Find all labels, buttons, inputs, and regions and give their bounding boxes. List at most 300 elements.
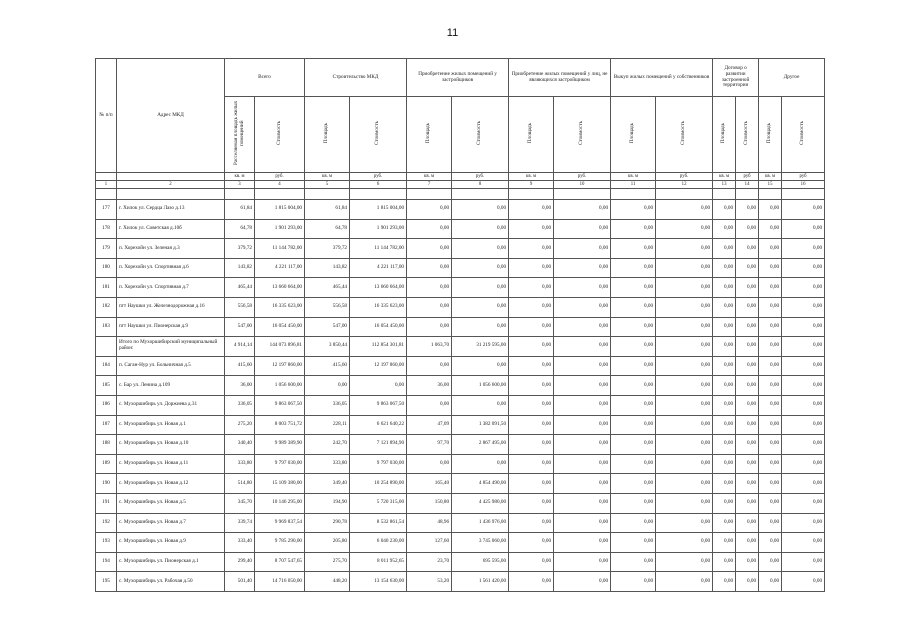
value-cell: 0,00 [713, 572, 736, 592]
value-cell: 13 154 630,00 [350, 572, 407, 592]
value-cell: 501,40 [225, 572, 255, 592]
spacer-row [96, 189, 825, 200]
unit: кв. м [713, 173, 736, 181]
value-cell: 1 815 004,00 [255, 200, 305, 220]
value-cell: 144 073 896,81 [255, 337, 305, 357]
value-cell: 8 003 751,72 [255, 415, 305, 435]
table-row [96, 200, 825, 220]
column-number: 15 [759, 181, 782, 189]
header-area: Площадь [713, 97, 736, 173]
value-cell: 0,00 [452, 454, 509, 474]
value-cell: 0,00 [656, 474, 713, 494]
value-cell: 333,80 [225, 454, 255, 474]
value-cell: 345,70 [225, 493, 255, 513]
value-cell: 143,82 [305, 258, 350, 278]
value-cell: 0,00 [713, 317, 736, 337]
value-cell: 0,00 [509, 533, 554, 553]
value-cell: 556,58 [305, 297, 350, 317]
value-cell: 0,00 [407, 200, 452, 220]
value-cell: 0,00 [611, 533, 656, 553]
value-cell: 0,00 [407, 454, 452, 474]
column-number: 9 [509, 181, 554, 189]
header-total-area: Расселяемая площадь жилых помещений [225, 97, 255, 173]
table-row [96, 454, 825, 474]
column-number: 3 [225, 181, 255, 189]
address-cell: п. Хорехойн ул. Зеленая д.3 [117, 239, 225, 259]
column-number: 4 [255, 181, 305, 189]
address-cell: с. Мухоршибирь ул. Новая д.12 [117, 474, 225, 494]
value-cell: 10 254 890,00 [350, 474, 407, 494]
value-cell: 64,78 [225, 219, 255, 239]
value-cell: 2 867 495,00 [452, 435, 509, 455]
value-cell: 0,00 [554, 317, 611, 337]
value-cell: 10 146 295,00 [255, 493, 305, 513]
value-cell: 0,00 [407, 278, 452, 298]
value-cell: 16 335 623,00 [350, 297, 407, 317]
page-number: 11 [446, 27, 459, 39]
value-cell: 36,00 [225, 376, 255, 396]
value-cell: 0,00 [554, 297, 611, 317]
value-cell: 0,00 [452, 239, 509, 259]
value-cell: 0,00 [736, 454, 759, 474]
value-cell: 0,00 [656, 493, 713, 513]
value-cell: 0,00 [509, 513, 554, 533]
row-number: 193 [96, 533, 117, 553]
value-cell: 0,00 [759, 395, 782, 415]
column-number: 5 [305, 181, 350, 189]
value-cell: 97,70 [407, 435, 452, 455]
value-cell: 0,00 [452, 395, 509, 415]
value-cell: 64,78 [305, 219, 350, 239]
value-cell: 0,00 [452, 317, 509, 337]
value-cell: 16 335 623,00 [255, 297, 305, 317]
value-cell: 143,82 [225, 258, 255, 278]
value-cell: 11 144 782,00 [350, 239, 407, 259]
header-cost: Стоимость [554, 97, 611, 173]
value-cell: 415,60 [225, 356, 255, 376]
value-cell: 547,00 [305, 317, 350, 337]
value-cell: 448,20 [305, 572, 350, 592]
value-cell: 0,00 [736, 317, 759, 337]
value-cell: 0,00 [736, 297, 759, 317]
value-cell: 340,40 [225, 435, 255, 455]
value-cell: 0,00 [782, 513, 825, 533]
value-cell: 0,00 [611, 513, 656, 533]
value-cell: 0,00 [509, 317, 554, 337]
value-cell: 0,00 [554, 278, 611, 298]
value-cell: 9 863 067,50 [255, 395, 305, 415]
value-cell: 0,00 [782, 572, 825, 592]
value-cell: 0,00 [713, 474, 736, 494]
value-cell: 0,00 [713, 435, 736, 455]
column-number: 7 [407, 181, 452, 189]
value-cell: 0,00 [713, 493, 736, 513]
value-cell: 0,00 [554, 493, 611, 513]
table-row [96, 513, 825, 533]
row-number: 190 [96, 474, 117, 494]
value-cell: 0,00 [554, 219, 611, 239]
row-number: 183 [96, 317, 117, 337]
value-cell: 16 054 450,00 [255, 317, 305, 337]
address-cell: г. Хилок ул. Советская д.10б [117, 219, 225, 239]
unit: руб. [554, 173, 611, 181]
value-cell: 7 121 894,90 [350, 435, 407, 455]
value-cell: 4 221 117,00 [350, 258, 407, 278]
value-cell: 23,70 [407, 552, 452, 572]
value-cell: 556,58 [225, 297, 255, 317]
value-cell: 8 011 952,65 [350, 552, 407, 572]
value-cell: 0,00 [713, 533, 736, 553]
header-group-dev: Приобретение жилых помещений у застройщиков [407, 59, 509, 97]
value-cell: 0,00 [611, 239, 656, 259]
value-cell: 0,00 [713, 415, 736, 435]
address-cell: с. Мухоршибирь ул. Пионерская д.1 [117, 552, 225, 572]
header-cost: Стоимость [656, 97, 713, 173]
value-cell: 0,00 [713, 552, 736, 572]
value-cell: 0,00 [656, 376, 713, 396]
unit: кв. м [305, 173, 350, 181]
column-number: 13 [713, 181, 736, 189]
value-cell: 9 797 030,00 [255, 454, 305, 474]
value-cell: 0,00 [736, 337, 759, 357]
value-cell: 0,00 [782, 258, 825, 278]
value-cell: 0,00 [509, 552, 554, 572]
value-cell: 165,40 [407, 474, 452, 494]
table-row [96, 435, 825, 455]
value-cell: 0,00 [656, 415, 713, 435]
value-cell: 0,00 [611, 219, 656, 239]
value-cell: 150,80 [407, 493, 452, 513]
header-group-buyout: Выкуп жилых помещений у собственников [611, 59, 713, 97]
value-cell: 0,00 [656, 239, 713, 259]
row-number: 188 [96, 435, 117, 455]
value-cell: 0,00 [713, 258, 736, 278]
table-row [96, 474, 825, 494]
table-row [96, 572, 825, 592]
value-cell: 0,00 [782, 533, 825, 553]
value-cell: 1 561 420,00 [452, 572, 509, 592]
value-cell: 0,00 [554, 337, 611, 357]
header-group-nondev: Приобретение жилых помещений у лиц, не являющихся застройщиком [509, 59, 611, 97]
header-address: Адрес МКД [117, 59, 225, 173]
value-cell: 13 660 664,00 [255, 278, 305, 298]
row-number: 178 [96, 219, 117, 239]
value-cell: 242,70 [305, 435, 350, 455]
value-cell: 547,00 [225, 317, 255, 337]
value-cell: 0,00 [554, 239, 611, 259]
value-cell: 11 144 782,00 [255, 239, 305, 259]
value-cell: 0,00 [554, 552, 611, 572]
value-cell: 5 720 315,00 [350, 493, 407, 513]
value-cell: 0,00 [554, 513, 611, 533]
address-cell: с. Мухоршибирь ул. Новая д.9 [117, 533, 225, 553]
value-cell: 0,00 [782, 454, 825, 474]
value-cell: 0,00 [452, 200, 509, 220]
value-cell: 336,05 [305, 395, 350, 415]
value-cell: 0,00 [759, 317, 782, 337]
value-cell: 465,44 [305, 278, 350, 298]
value-cell: 12 197 860,00 [350, 356, 407, 376]
row-number: 182 [96, 297, 117, 317]
value-cell: 0,00 [736, 572, 759, 592]
row-number: 195 [96, 572, 117, 592]
value-cell: 1 382 091,50 [452, 415, 509, 435]
units-row [96, 173, 825, 181]
row-number: 189 [96, 454, 117, 474]
value-cell: 0,00 [759, 219, 782, 239]
value-cell: 0,00 [759, 239, 782, 259]
value-cell: 0,00 [782, 435, 825, 455]
address-cell: пгт Наушки ул. Пионерская д.9 [117, 317, 225, 337]
header-cost: Стоимость [782, 97, 825, 173]
value-cell: 0,00 [713, 454, 736, 474]
value-cell: 0,00 [759, 415, 782, 435]
value-cell: 3 850,44 [305, 337, 350, 357]
value-cell: 0,00 [509, 258, 554, 278]
table-row [96, 239, 825, 259]
value-cell: 0,00 [452, 278, 509, 298]
value-cell: 0,00 [509, 415, 554, 435]
unit: руб. [656, 173, 713, 181]
table-row [96, 493, 825, 513]
value-cell: 0,00 [759, 513, 782, 533]
value-cell: 0,00 [656, 552, 713, 572]
value-cell: 0,00 [713, 278, 736, 298]
address-cell: с. Мухоршибирь ул. Доржиева д.31 [117, 395, 225, 415]
row-number: 180 [96, 258, 117, 278]
address-cell: п. Саган-Нур ул. Больничная д.5 [117, 356, 225, 376]
value-cell: 0,00 [713, 219, 736, 239]
row-number: 192 [96, 513, 117, 533]
value-cell: 0,00 [611, 474, 656, 494]
value-cell: 299,40 [225, 552, 255, 572]
value-cell: 194,90 [305, 493, 350, 513]
column-number: 14 [736, 181, 759, 189]
value-cell: 6 621 640,22 [350, 415, 407, 435]
value-cell: 0,00 [782, 552, 825, 572]
address-cell: с. Мухоршибирь ул. Рабочая д.50 [117, 572, 225, 592]
value-cell: 0,00 [782, 219, 825, 239]
value-cell: 0,00 [305, 376, 350, 396]
value-cell: 0,00 [736, 376, 759, 396]
value-cell: 0,00 [782, 415, 825, 435]
value-cell: 0,00 [554, 435, 611, 455]
value-cell: 339,74 [225, 513, 255, 533]
value-cell: 0,00 [656, 454, 713, 474]
value-cell: 0,00 [782, 356, 825, 376]
value-cell: 0,00 [509, 395, 554, 415]
value-cell: 0,00 [736, 395, 759, 415]
value-cell: 1 901 293,00 [350, 219, 407, 239]
row-number: 194 [96, 552, 117, 572]
value-cell: 31 219 595,00 [452, 337, 509, 357]
table-row [96, 317, 825, 337]
value-cell: 0,00 [407, 258, 452, 278]
value-cell: 0,00 [656, 317, 713, 337]
value-cell: 0,00 [759, 356, 782, 376]
value-cell: 0,00 [407, 219, 452, 239]
value-cell: 0,00 [759, 493, 782, 513]
value-cell: 0,00 [509, 572, 554, 592]
value-cell: 0,00 [407, 239, 452, 259]
value-cell: 9 797 030,00 [350, 454, 407, 474]
value-cell: 0,00 [509, 200, 554, 220]
value-cell: 4 221 117,00 [255, 258, 305, 278]
value-cell: 0,00 [736, 415, 759, 435]
value-cell: 0,00 [736, 239, 759, 259]
value-cell: 1 436 976,00 [452, 513, 509, 533]
value-cell: 0,00 [759, 533, 782, 553]
value-cell: 0,00 [509, 493, 554, 513]
value-cell: 1 901 293,00 [255, 219, 305, 239]
value-cell: 14 716 050,00 [255, 572, 305, 592]
header-cost: Стоимость [736, 97, 759, 173]
value-cell: 0,00 [713, 297, 736, 317]
value-cell: 0,00 [713, 239, 736, 259]
value-cell: 9 785 290,00 [255, 533, 305, 553]
value-cell: 3 745 060,00 [452, 533, 509, 553]
header-group-row [96, 59, 825, 97]
value-cell: 514,80 [225, 474, 255, 494]
value-cell: 0,00 [736, 258, 759, 278]
table-row [96, 258, 825, 278]
value-cell: 0,00 [759, 337, 782, 357]
address-cell: г. Хилок ул. Сердца Лазо д.13 [117, 200, 225, 220]
value-cell: 61,84 [305, 200, 350, 220]
value-cell: 0,00 [611, 435, 656, 455]
value-cell: 1 815 004,00 [350, 200, 407, 220]
value-cell: 0,00 [452, 258, 509, 278]
value-cell: 0,00 [656, 572, 713, 592]
value-cell: 0,00 [782, 200, 825, 220]
row-number: 191 [96, 493, 117, 513]
value-cell: 0,00 [407, 395, 452, 415]
value-cell: 53,20 [407, 572, 452, 592]
value-cell: 0,00 [554, 258, 611, 278]
value-cell: 0,00 [554, 395, 611, 415]
value-cell: 12 197 860,00 [255, 356, 305, 376]
value-cell: 465,44 [225, 278, 255, 298]
value-cell: 48,96 [407, 513, 452, 533]
table-row [96, 297, 825, 317]
address-cell: с. Мухоршибирь ул. Новая д.10 [117, 435, 225, 455]
value-cell: 0,00 [611, 200, 656, 220]
value-cell: 61,84 [225, 200, 255, 220]
header-cost: Стоимость [350, 97, 407, 173]
value-cell: 0,00 [509, 239, 554, 259]
value-cell: 0,00 [611, 258, 656, 278]
value-cell: 0,00 [736, 493, 759, 513]
column-number: 10 [554, 181, 611, 189]
value-cell: 333,80 [305, 454, 350, 474]
value-cell: 0,00 [554, 474, 611, 494]
header-group-other: Другое [759, 59, 825, 97]
value-cell: 0,00 [611, 493, 656, 513]
header-group-total: Всего [225, 59, 305, 97]
row-number: 179 [96, 239, 117, 259]
column-number: 11 [611, 181, 656, 189]
value-cell: 1 056 600,00 [255, 376, 305, 396]
value-cell: 379,72 [225, 239, 255, 259]
column-number: 12 [656, 181, 713, 189]
row-number: 185 [96, 376, 117, 396]
value-cell: 0,00 [736, 552, 759, 572]
unit: кв. м [509, 173, 554, 181]
unit: руб [782, 173, 825, 181]
value-cell: 0,00 [782, 376, 825, 396]
value-cell: 0,00 [759, 572, 782, 592]
value-cell: 0,00 [509, 278, 554, 298]
value-cell: 275,20 [225, 415, 255, 435]
value-cell: 9 989 389,90 [255, 435, 305, 455]
address-cell: п. Хорехойн ул. Спортивная д.7 [117, 278, 225, 298]
value-cell: 13 660 664,00 [350, 278, 407, 298]
value-cell: 0,00 [554, 376, 611, 396]
value-cell: 1 056 600,00 [452, 376, 509, 396]
value-cell: 0,00 [713, 376, 736, 396]
header-area: Площадь [611, 97, 656, 173]
value-cell: 9 969 837,54 [255, 513, 305, 533]
value-cell: 0,00 [656, 395, 713, 415]
column-number: 1 [96, 181, 117, 189]
total-row [96, 337, 825, 357]
value-cell: 336,05 [225, 395, 255, 415]
resettlement-table [95, 58, 825, 592]
value-cell: 0,00 [759, 297, 782, 317]
column-numbers-row [96, 181, 825, 189]
value-cell: 0,00 [782, 474, 825, 494]
value-cell: 0,00 [509, 356, 554, 376]
value-cell: 0,00 [656, 258, 713, 278]
value-cell: 0,00 [759, 258, 782, 278]
value-cell: 0,00 [611, 572, 656, 592]
value-cell: 0,00 [736, 513, 759, 533]
address-cell: с. Бар ул. Ленина д.109 [117, 376, 225, 396]
header-cost: Стоимость [452, 97, 509, 173]
header-area: Площадь [759, 97, 782, 173]
value-cell: 0,00 [782, 493, 825, 513]
value-cell: 47,09 [407, 415, 452, 435]
value-cell: 1 063,70 [407, 337, 452, 357]
value-cell: 127,60 [407, 533, 452, 553]
header-group-contract: Договор о развитии застроенной территории [713, 59, 759, 97]
unit: кв. м [407, 173, 452, 181]
value-cell: 4 854 490,00 [452, 474, 509, 494]
table-row [96, 356, 825, 376]
value-cell: 0,00 [759, 278, 782, 298]
value-cell: 379,72 [305, 239, 350, 259]
value-cell: 0,00 [736, 219, 759, 239]
unit: кв. м [225, 173, 255, 181]
value-cell: 0,00 [509, 337, 554, 357]
value-cell: 0,00 [656, 200, 713, 220]
value-cell: 228,11 [305, 415, 350, 435]
value-cell: 333,40 [225, 533, 255, 553]
row-number [96, 337, 117, 357]
value-cell: 8 707 547,65 [255, 552, 305, 572]
value-cell: 112 854 301,81 [350, 337, 407, 357]
value-cell: 0,00 [554, 572, 611, 592]
value-cell: 0,00 [407, 356, 452, 376]
value-cell: 0,00 [759, 435, 782, 455]
header-num: № п/п [96, 59, 117, 173]
column-number: 16 [782, 181, 825, 189]
unit: руб [736, 173, 759, 181]
value-cell: 0,00 [554, 200, 611, 220]
value-cell: 0,00 [509, 454, 554, 474]
value-cell: 275,70 [305, 552, 350, 572]
value-cell: 15 109 380,00 [255, 474, 305, 494]
